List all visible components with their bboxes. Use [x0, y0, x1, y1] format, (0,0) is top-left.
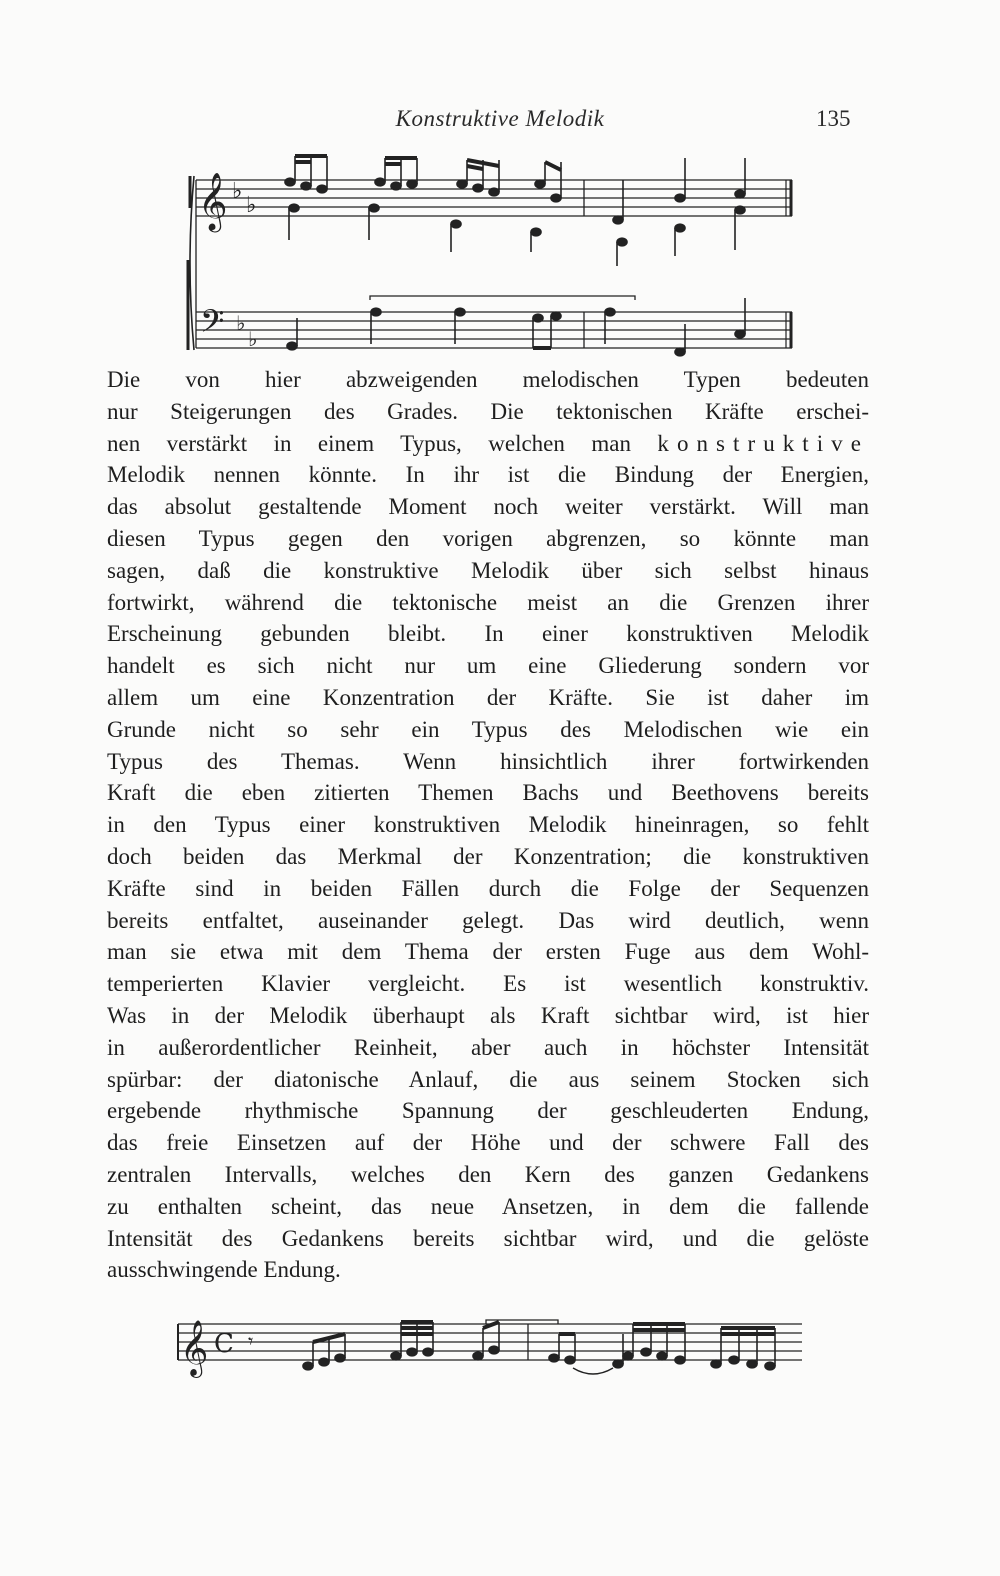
text-line: zu enthalten scheint, das neue Ansetzen, in dem die fallende: [107, 1193, 869, 1219]
text-line: Was in der Melodik überhaupt als Kraft sichtbar wird, ist hier: [107, 1002, 869, 1028]
text-line: temperierten Klavier vergleicht. Es ist wesentlich konstruktiv.: [107, 971, 869, 997]
running-header-title: Konstruktive Melodik: [395, 106, 605, 131]
page-number: 135: [816, 106, 851, 131]
text-line: allem um eine Konzentration der Kräfte. Sie ist daher im: [107, 684, 869, 710]
svg-text:♭: ♭: [236, 311, 246, 335]
text-line: man sie etwa mit dem Thema der ersten Fuge aus dem Wohl-: [107, 939, 869, 965]
text-line: in außerordentlicher Reinheit, aber auch in höchster Intensität: [107, 1034, 869, 1060]
text-line: zentralen Intervalls, welches den Kern des ganzen Gedankens: [107, 1161, 869, 1187]
text-line: [107, 428, 869, 460]
text-line: handelt es sich nicht nur um eine Gliederung sondern vor: [107, 653, 869, 679]
text-line: Intensität des Gedankens bereits sichtbar wird, und die gelöste: [107, 1225, 869, 1251]
text-line: Kraft die eben zitierten Themen Bachs und Beethovens bereits: [107, 780, 869, 806]
svg-text:C: C: [214, 1329, 234, 1359]
svg-text:𝄾: 𝄾: [248, 1329, 254, 1353]
text-line: diesen Typus gegen den vorigen abgrenzen, so könnte man: [107, 525, 869, 551]
text-line: das freie Einsetzen auf der Höhe und der schwere Fall des: [107, 1130, 869, 1156]
text-line: nur Steigerungen des Grades. Die tektonischen Kräfte erschei-: [107, 398, 869, 424]
emphasized-term: konstruktive: [657, 430, 869, 456]
text-line-part: nen verstärkt in einem Typus, welchen man: [107, 430, 658, 456]
text-line: Erscheinung gebunden bleibt. In einer konstruktiven Melodik: [107, 621, 869, 647]
svg-text:𝄞: 𝄞: [198, 172, 228, 230]
svg-text:♭: ♭: [246, 193, 257, 218]
svg-text:♭: ♭: [248, 327, 258, 351]
text-line: das absolut gestaltende Moment noch weiter verstärkt. Will man: [107, 494, 869, 520]
main-paragraph: [107, 364, 869, 1286]
text-line: Die von hier abzweigenden melodischen Typen bedeuten: [107, 367, 869, 392]
svg-text:𝄢: 𝄢: [200, 303, 225, 347]
svg-text:𝄞: 𝄞: [180, 1320, 209, 1376]
text-line: Grunde nicht so sehr ein Typus des Melodischen wie ein: [107, 716, 869, 742]
music-example-two-staves-icon: [180, 148, 820, 358]
text-line: Typus des Themas. Wenn hinsichtlich ihrer fortwirkenden: [107, 748, 869, 774]
text-line: fortwirkt, während die tektonische meist an die Grenzen ihrer: [107, 589, 869, 615]
text-line: doch beiden das Merkmal der Konzentration; die konstruktiven: [107, 843, 869, 869]
text-line: Melodik nennen könnte. In ihr ist die Bindung der Energien,: [107, 462, 869, 488]
text-line: ergebende rhythmische Spannung der geschleuderten Endung,: [107, 1098, 869, 1124]
text-line: ausschwingende Endung.: [107, 1257, 341, 1283]
music-example-single-staff-icon: [168, 1288, 808, 1398]
text-line: sagen, daß die konstruktive Melodik über sich selbst hinaus: [107, 557, 869, 583]
text-line: in den Typus einer konstruktiven Melodik hineinragen, so fehlt: [107, 812, 869, 838]
text-line: Kräfte sind in beiden Fällen durch die Folge der Sequenzen: [107, 875, 869, 901]
text-line: spürbar: der diatonische Anlauf, die aus seinem Stocken sich: [107, 1066, 869, 1092]
svg-text:♭: ♭: [232, 179, 243, 204]
text-line: bereits entfaltet, auseinander gelegt. Das wird deutlich, wenn: [107, 907, 869, 933]
